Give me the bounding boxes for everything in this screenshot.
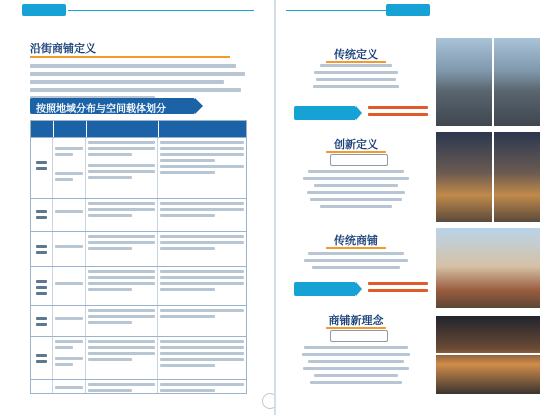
section-body	[296, 170, 416, 212]
left-running-header	[0, 0, 274, 22]
table-title-banner	[30, 98, 195, 114]
photo-divider	[436, 353, 540, 355]
section-heading-text: 创新定义	[334, 138, 378, 151]
section-heading-text: 传统商铺	[334, 234, 378, 247]
table-cell	[53, 267, 86, 305]
table-row	[31, 336, 246, 379]
table-cell	[158, 199, 246, 231]
section-new-concept	[276, 310, 550, 398]
table-cell	[86, 232, 158, 266]
right-running-header	[276, 0, 550, 22]
table-cell	[158, 267, 246, 305]
table-header-cell	[31, 121, 54, 137]
section-body	[296, 346, 416, 388]
section-traditional-shops	[276, 226, 550, 308]
table-cell	[31, 306, 53, 336]
section-heading-underline	[326, 247, 386, 249]
table-cell	[53, 232, 86, 266]
right-page	[276, 0, 550, 415]
table-cell	[31, 337, 53, 379]
table-header-cell	[159, 121, 246, 137]
section-heading	[316, 312, 396, 326]
table-row	[31, 305, 246, 336]
table-header-cell	[54, 121, 88, 137]
section-body	[296, 252, 416, 273]
table-cell	[86, 380, 158, 394]
table-cell	[158, 306, 246, 336]
table-title-text: 按照地域分布与空间载体划分	[36, 104, 166, 114]
table-cell	[53, 337, 86, 379]
table-row	[31, 137, 246, 198]
section-heading	[316, 46, 396, 60]
section-title-text: 沿街商铺定义	[30, 42, 96, 55]
section-bullets	[368, 282, 428, 296]
left-header-rule	[68, 10, 254, 11]
section-heading-underline	[326, 151, 386, 153]
table-cell	[53, 199, 86, 231]
section-heading-text: 商铺新理念	[328, 314, 384, 327]
left-page	[0, 0, 274, 415]
shopping-street-photo	[436, 228, 540, 308]
section-body	[296, 64, 416, 92]
table-cell	[53, 138, 86, 198]
section-tag	[330, 154, 388, 166]
table-cell	[86, 306, 158, 336]
section-tag	[330, 330, 388, 342]
table-row	[31, 379, 246, 394]
right-header-tab	[386, 4, 430, 16]
section-title-underline	[30, 56, 230, 58]
table-row	[31, 198, 246, 231]
table-row	[31, 266, 246, 305]
section-bullets	[368, 106, 428, 120]
classification-table	[30, 120, 247, 394]
section-heading-underline	[326, 327, 386, 329]
table-cell	[158, 380, 246, 394]
table-cell	[86, 199, 158, 231]
table-header-row	[31, 121, 246, 137]
table-cell	[86, 337, 158, 379]
shop-interior-photo	[436, 316, 540, 394]
callout-arrow-icon	[356, 106, 362, 120]
table-header-cell	[87, 121, 159, 137]
table-cell	[53, 380, 86, 394]
table-title-arrow-icon	[195, 98, 203, 114]
section-traditional-definition	[276, 38, 550, 128]
table-cell	[31, 380, 53, 394]
section-heading	[316, 136, 396, 150]
table-row	[31, 231, 246, 266]
section-callout	[294, 282, 356, 296]
photo-divider	[492, 132, 494, 222]
table-cell	[158, 232, 246, 266]
table-cell	[158, 337, 246, 379]
section-innovative-definition	[276, 132, 550, 224]
table-cell	[86, 138, 158, 198]
section-heading	[316, 232, 396, 246]
table-cell	[53, 306, 86, 336]
section-heading-text: 传统定义	[334, 48, 378, 61]
section-callout	[294, 106, 356, 120]
table-cell	[31, 232, 53, 266]
table-cell	[86, 267, 158, 305]
section-heading-underline	[326, 61, 386, 63]
table-cell	[158, 138, 246, 198]
photo-divider	[492, 38, 494, 126]
street-night-photo	[436, 132, 540, 222]
street-storefront-photo	[436, 38, 540, 126]
section-title	[30, 40, 230, 60]
page-corner-icon	[262, 393, 274, 409]
callout-arrow-icon	[356, 282, 362, 296]
left-header-tab	[22, 4, 66, 16]
table-cell	[31, 267, 53, 305]
table-cell	[31, 199, 53, 231]
table-cell	[31, 138, 53, 198]
